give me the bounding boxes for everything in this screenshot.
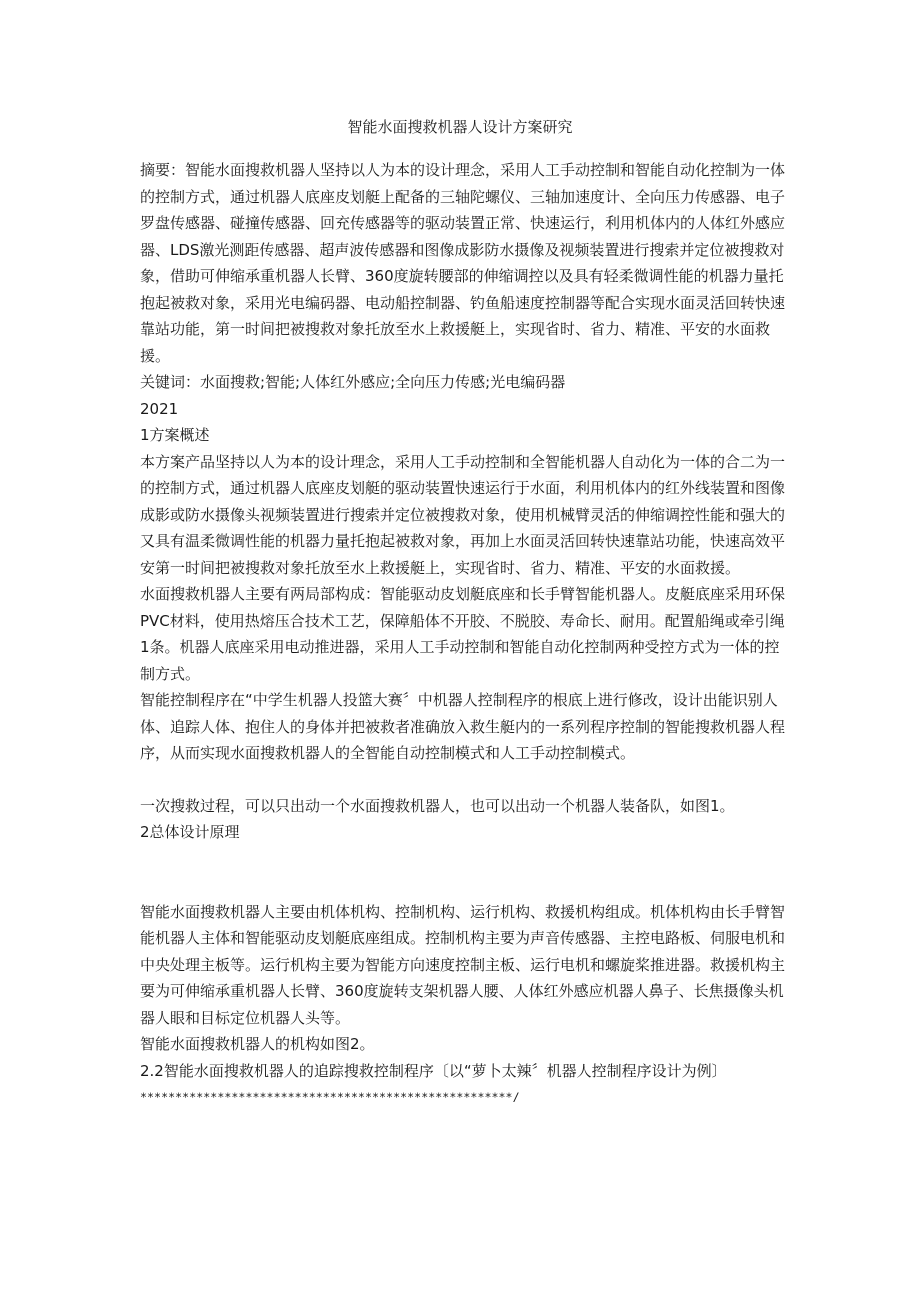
- code-comment-line: *****************************************************/: [140, 1090, 520, 1104]
- design-principle-paragraph: 智能水面搜救机器人主要由机体机构、控制机构、运行机构、救援机构组成。机体机构由长手臂智能机器人主体和智能驱动皮划艇底座组成。控制机构主要为声音传感器、主控电路板、伺服电机和中央处理主板等。运行机构主要为智能方向速度控制主板、运行电机和螺旋桨推进器。救援机构主要为可伸缩承重机器人长臂、360度旋转支架机器人腰、人体红外感应机器人鼻子、长焦摄像头机器人眼和目标定位机器人头等。: [140, 902, 786, 1027]
- document-title: 智能水面搜救机器人设计方案研究: [347, 118, 573, 136]
- section-heading-1: 1方案概述: [140, 426, 210, 444]
- figure-2-reference: 智能水面搜救机器人的机构如图2。: [140, 1035, 375, 1053]
- control-program-paragraph: 智能控制程序在“中学生机器人投篮大赛〞中机器人控制程序的根底上进行修改，设计出能识别人体、追踪人体、抱住人的身体并把被救者准确放入救生艇内的一系列程序控制的智能搜救机器人程序，从而实现水面搜救机器人的全智能自动控制模式和人工手动控制模式。: [140, 691, 786, 762]
- subsection-heading-2-2: 2.2智能水面搜救机器人的追踪搜救控制程序〔以“萝卜太辣〞机器人控制程序设计为例〕: [140, 1061, 727, 1080]
- search-process-paragraph: 一次搜救过程，可以只出动一个水面搜救机器人，也可以出动一个机器人装备队，如图1。: [140, 796, 735, 815]
- year-line: 2021: [140, 399, 179, 418]
- abstract-paragraph: 摘要：智能水面搜救机器人坚持以人为本的设计理念，采用人工手动控制和智能自动化控制为一体的控制方式，通过机器人底座皮划艇上配备的三轴陀螺仪、三轴加速度计、全向压力传感器、电子罗盘传感器、碰撞传感器、回充传感器等的驱动装置正常、快速运行，利用机体内的人体红外感应器、LDS激光测距传感器、超声波传感器和图像成影防水摄像及视频装置进行搜索并定位被搜救对象，借助可伸缩承重机器人长臂、360度旋转腰部的伸缩调控以及具有轻柔微调性能的机器力量托抱起被救对象，采用光电编码器、电动船控制器、钓鱼船速度控制器等配合实现水面灵活回转快速靠站功能，第一时间把被搜救对象托放至水上救援艇上，实现省时、省力、精准、平安的水面救援。: [140, 161, 786, 365]
- composition-paragraph: 水面搜救机器人主要有两局部构成：智能驱动皮划艇底座和长手臂智能机器人。皮艇底座采用环保PVC材料，使用热熔压合技术工艺，保障船体不开胶、不脱胶、寿命长、耐用。配置船绳或牵引绳1条。机器人底座采用电动推进器，采用人工手动控制和智能自动化控制两种受控方式为一体的控制方式。: [140, 585, 786, 683]
- document-body: [140, 157, 785, 1111]
- section-heading-2: 2总体设计原理: [140, 823, 240, 841]
- overview-paragraph: 本方案产品坚持以人为本的设计理念，采用人工手动控制和全智能机器人自动化为一体的合二为一的控制方式，通过机器人底座皮划艇的驱动装置快速运行于水面，利用机体内的红外线装置和图像成影或防水摄像头视频装置进行搜索并定位被搜救对象，使用机械臂灵活的伸缩调控性能和强大的又具有温柔微调性能的机器力量托抱起被救对象，再加上水面灵活回转快速靠站功能，快速高效平安第一时间把被搜救对象托放至水上救援艇上，实现省时、省力、精准、平安的水面救援。: [140, 452, 786, 577]
- keywords-line: 关键词：水面搜救;智能;人体红外感应;全向压力传感;光电编码器: [140, 373, 566, 391]
